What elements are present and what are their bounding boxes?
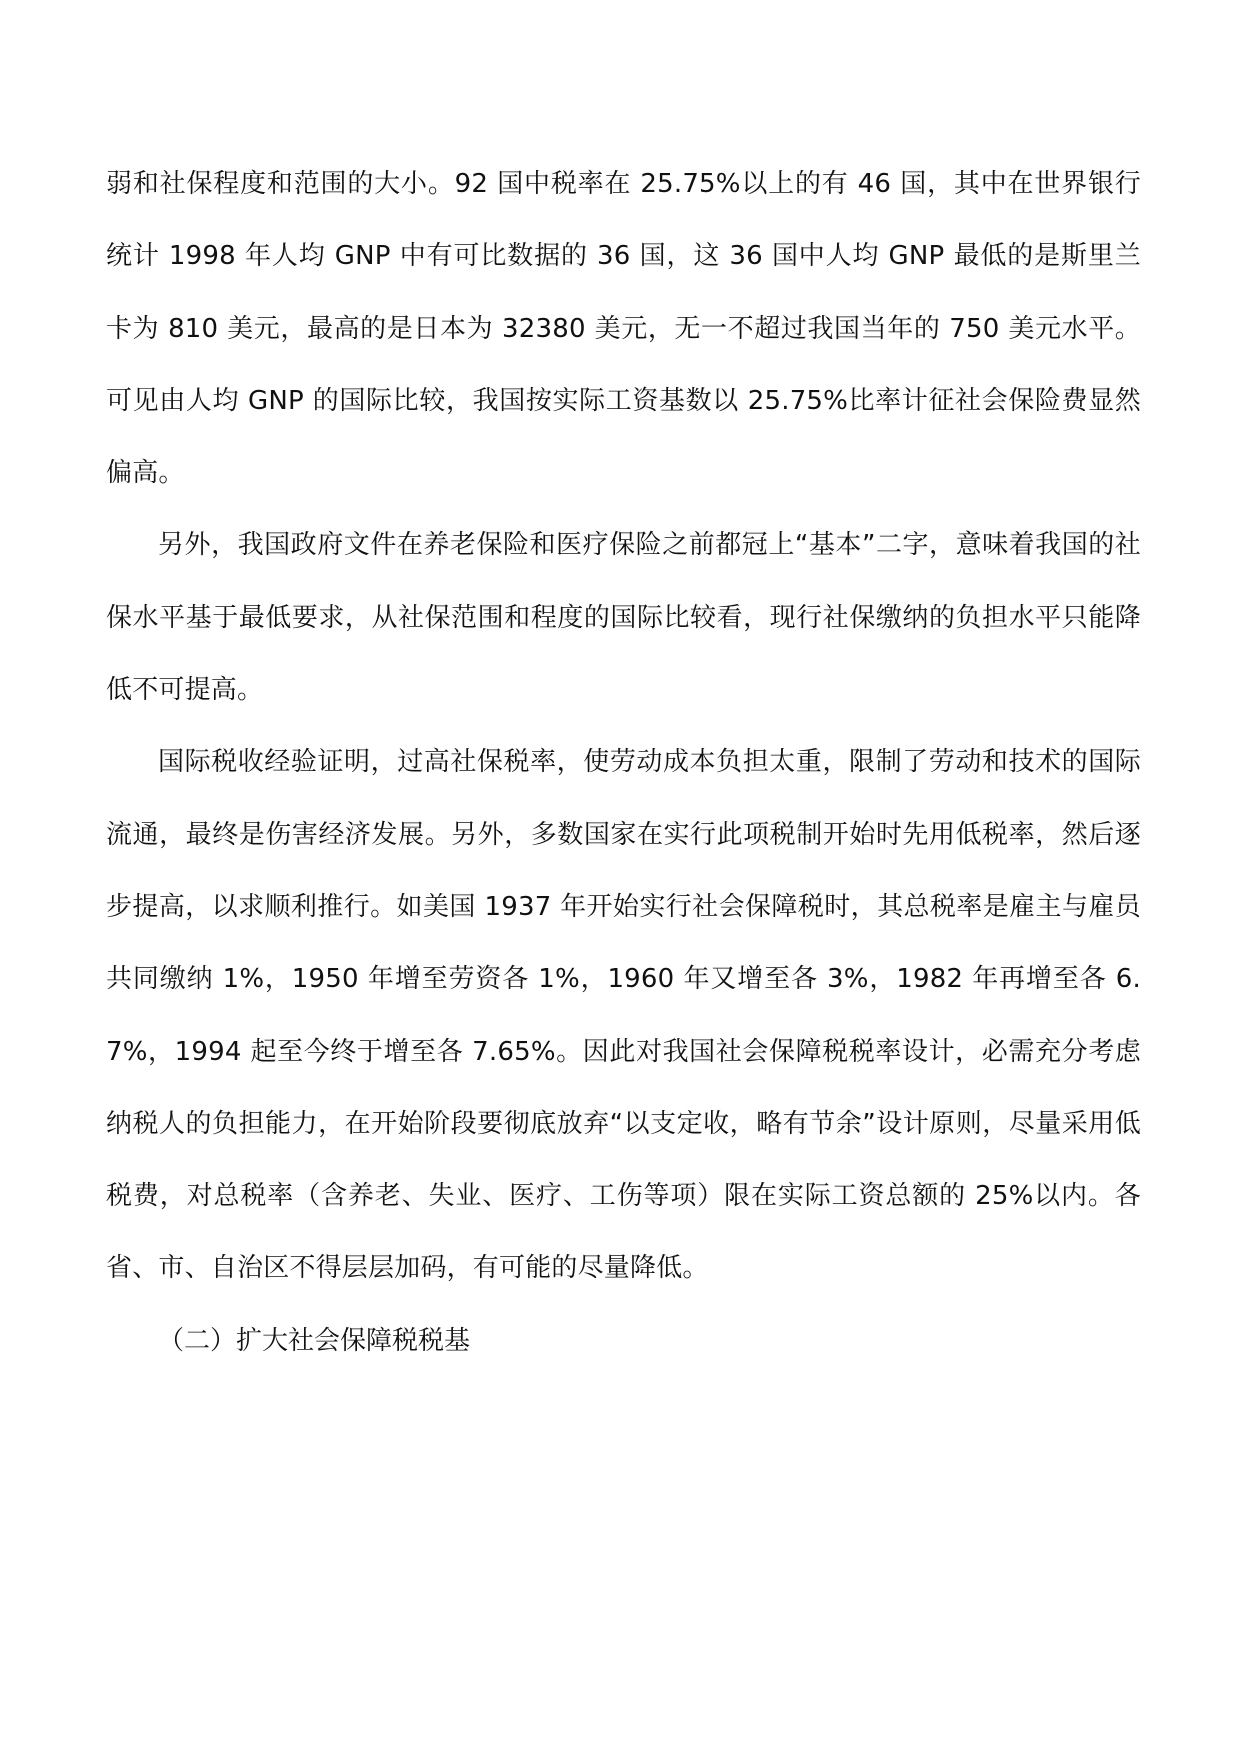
- section-heading: （二）扩大社会保障税税基: [158, 1325, 471, 1356]
- document-body: [106, 148, 1141, 1377]
- paragraph-3: 国际税收经验证明，过高社保税率，使劳动成本负担太重，限制了劳动和技术的国际流通，最终是伤害经济发展。另外，多数国家在实行此项税制开始时先用低税率，然后逐步提高，以求顺利推行。如美国 1937 年开始实行社会保障税时，其总税率是雇主与雇员共同缴纳 1%，1950 年增至劳资各 1%，1960 年又增至各 3%，1982 年再增至各 6.7%，1994 起至今终于增至各 7.65%。因此对我国社会保障税税率设计，必需充分考虑纳税人的负担能力，在开始阶段要彻底放弃“以支定收，略有节余”设计原则，尽量采用低税费，对总税率（含养老、失业、医疗、工伤等项）限在实际工资总额的 25%以内。各省、市、自治区不得层层加码，有可能的尽量降低。: [106, 747, 1141, 1284]
- paragraph-2: 另外，我国政府文件在养老保险和医疗保险之前都冠上“基本”二字，意味着我国的社保水平基于最低要求，从社保范围和程度的国际比较看，现行社保缴纳的负担水平只能降低不可提高。: [106, 530, 1141, 706]
- paragraph-1: 弱和社保程度和范围的大小。92 国中税率在 25.75%以上的有 46 国，其中在世界银行统计 1998 年人均 GNP 中有可比数据的 36 国，这 36 国中人均 GNP 最低的是斯里兰卡为 810 美元，最高的是日本为 32380 美元，无一不超过我国当年的 750 美元水平。可见由人均 GNP 的国际比较，我国按实际工资基数以 25.75%比率计征社会保险费显然偏高。: [106, 169, 1141, 489]
